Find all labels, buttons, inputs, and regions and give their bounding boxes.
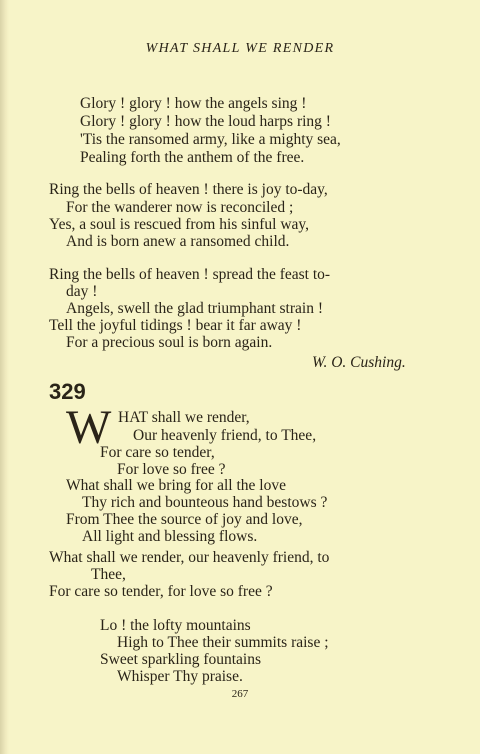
hymn-number: 329 <box>49 379 86 404</box>
refrain-line: Thee, <box>91 566 126 583</box>
verse-line: For care so tender, <box>100 444 215 461</box>
verse-line: From Thee the source of joy and love, <box>66 511 303 528</box>
verse-line: For love so free ? <box>117 461 226 478</box>
drop-cap: W <box>66 401 112 454</box>
verse-line: day ! <box>66 283 98 300</box>
verse-line: Ring the bells of heaven ! spread the feast to- <box>49 266 331 283</box>
verse-line: 'Tis the ransomed army, like a mighty sea, <box>80 131 341 148</box>
verse-line: And is born anew a ransomed child. <box>66 233 290 250</box>
verse-line: HAT shall we render, <box>118 409 250 426</box>
refrain-line: For care so tender, for love so free ? <box>49 583 273 600</box>
page-number: 267 <box>231 688 249 700</box>
verse-line: Tell the joyful tidings ! bear it far away ! <box>49 317 302 334</box>
verse-line: High to Thee their summits raise ; <box>117 634 329 651</box>
verse-line: Whisper Thy praise. <box>117 668 243 685</box>
verse-line: Sweet sparkling fountains <box>100 651 262 668</box>
verse-line: Our heavenly friend, to Thee, <box>133 427 317 444</box>
verse-line: Thy rich and bounteous hand bestows ? <box>82 494 328 511</box>
verse-line: Angels, swell the glad triumphant strain ! <box>66 300 323 317</box>
verse-line: Glory ! glory ! how the loud harps ring ! <box>80 113 331 130</box>
verse-line: Glory ! glory ! how the angels sing ! <box>80 95 307 112</box>
verse-line: Yes, a soul is rescued from his sinful way, <box>49 216 310 233</box>
author-attribution: W. O. Cushing. <box>312 354 406 371</box>
verse-line: What shall we bring for all the love <box>66 477 286 494</box>
verse-line: Lo ! the lofty mountains <box>100 617 251 634</box>
refrain-line: What shall we render, our heavenly friend, to <box>49 549 330 566</box>
page-binding-edge <box>0 0 9 754</box>
verse-line: All light and blessing flows. <box>82 528 258 545</box>
verse-line: For a precious soul is born again. <box>66 334 273 351</box>
verse-line: Ring the bells of heaven ! there is joy to-day, <box>49 181 328 198</box>
verse-line: For the wanderer now is reconciled ; <box>66 199 294 216</box>
running-header: WHAT SHALL WE RENDER <box>145 41 335 56</box>
verse-line: Pealing forth the anthem of the free. <box>80 149 305 166</box>
